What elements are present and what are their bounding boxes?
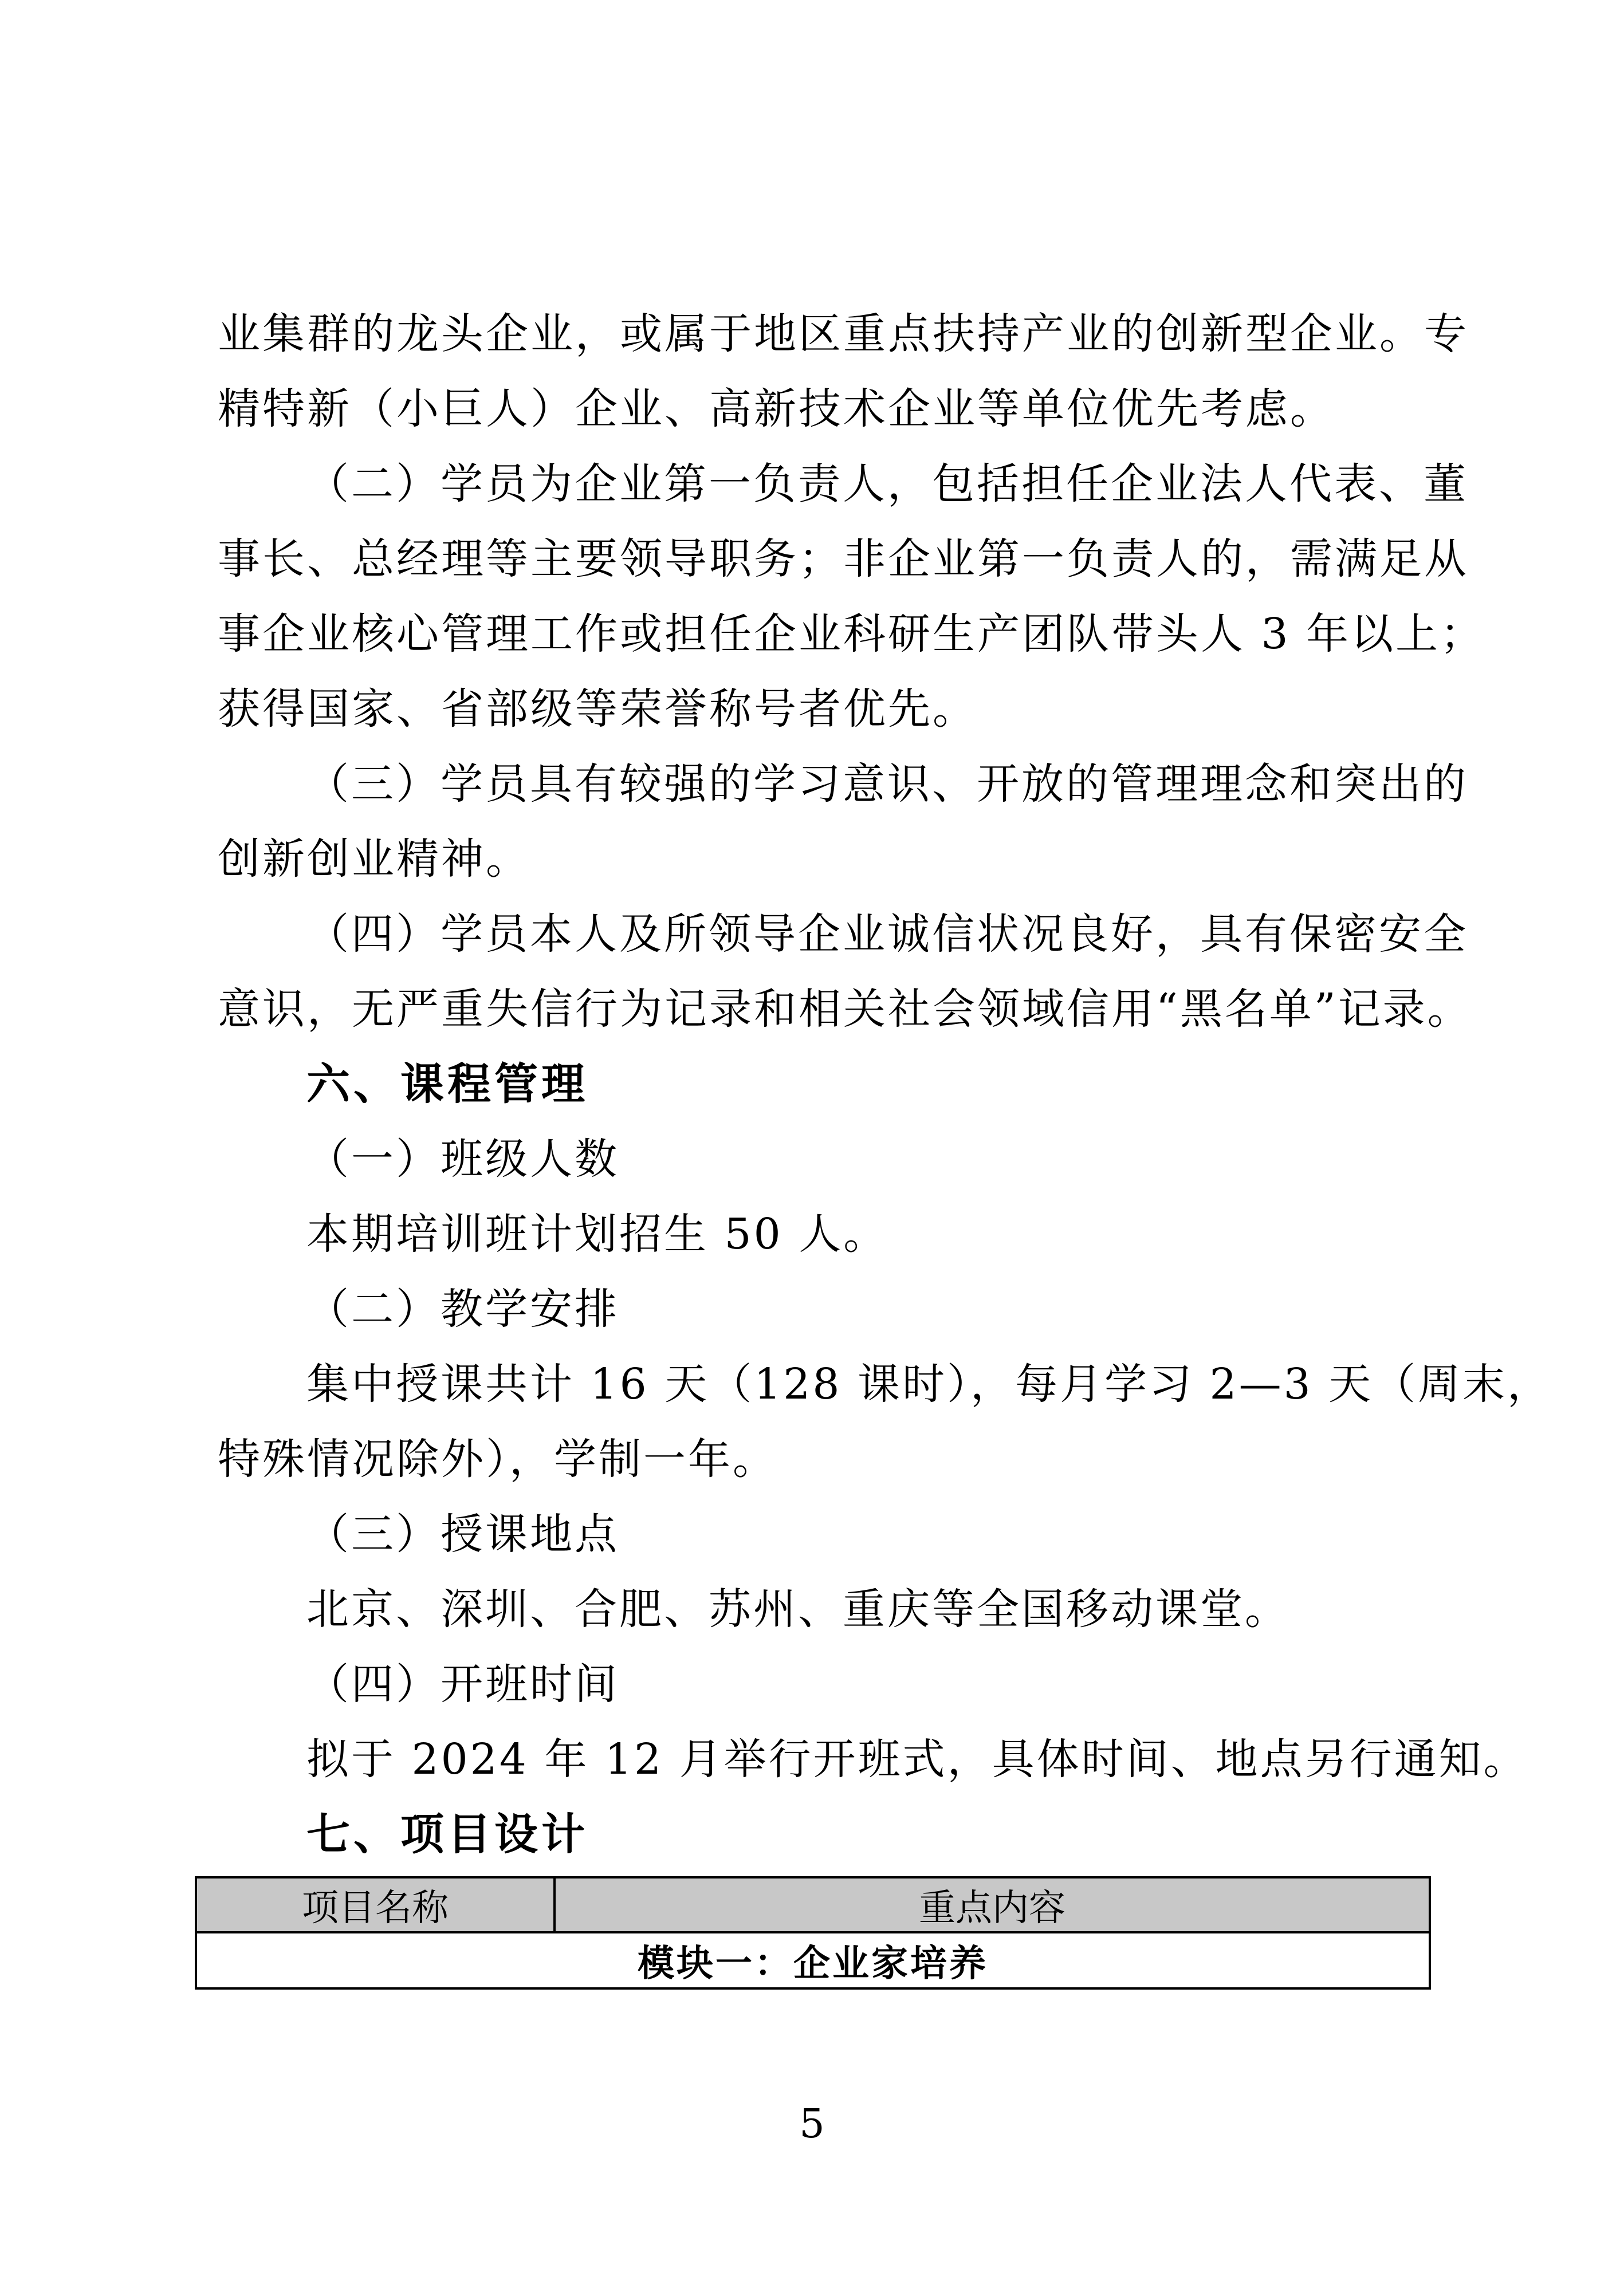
section-heading: 六、课程管理 <box>306 1058 588 1109</box>
paragraph-line: 意识，无严重失信行为记录和相关社会领域信用“黑名单”记录。 <box>218 984 1472 1034</box>
subsection-heading: （四）开班时间 <box>306 1660 619 1709</box>
table-header-cell: 重点内容 <box>555 1877 1430 1932</box>
paragraph-line: 特殊情况除外），学制一年。 <box>218 1435 777 1484</box>
paragraph-line: 拟于 2024 年 12 月举行开班式，具体时间、地点另行通知。 <box>306 1735 1528 1784</box>
paragraph-line: （二）学员为企业第一负责人，包括担任企业法人代表、董 <box>306 459 1468 509</box>
paragraph-line: 精特新（小巨人）企业、高新技术企业等单位优先考虑。 <box>218 384 1335 434</box>
paragraph-line: 集中授课共计 16 天（128 课时），每月学习 2—3 天（周末， <box>306 1360 1552 1409</box>
subsection-heading: （一）班级人数 <box>306 1135 619 1184</box>
project-design-table <box>195 1876 1431 1990</box>
paragraph-line: （四）学员本人及所领导企业诚信状况良好，具有保密安全 <box>306 909 1468 959</box>
paragraph-line: 事企业核心管理工作或担任企业科研生产团队带头人 3 年以上； <box>218 609 1485 659</box>
paragraph-line: 本期培训班计划招生 50 人。 <box>306 1210 888 1259</box>
table-header-cell: 项目名称 <box>196 1877 555 1932</box>
subsection-heading: （二）教学安排 <box>306 1285 619 1334</box>
module-row-cell: 模块一：企业家培养 <box>196 1932 1430 1988</box>
paragraph-line: 北京、深圳、合肥、苏州、重庆等全国移动课堂。 <box>306 1585 1289 1634</box>
paragraph-line: 创新创业精神。 <box>218 834 530 884</box>
subsection-heading: （三）授课地点 <box>306 1510 619 1559</box>
section-heading: 七、项目设计 <box>306 1809 588 1860</box>
table-header-row <box>196 1877 1430 1932</box>
paragraph-line: 获得国家、省部级等荣誉称号者优先。 <box>218 684 977 734</box>
page-number: 5 <box>799 2100 825 2147</box>
table-row <box>196 1932 1430 1988</box>
paragraph-line: （三）学员具有较强的学习意识、开放的管理理念和突出的 <box>306 759 1468 809</box>
paragraph-line: 业集群的龙头企业，或属于地区重点扶持产业的创新型企业。专 <box>218 309 1469 359</box>
paragraph-line: 事长、总经理等主要领导职务；非企业第一负责人的，需满足从 <box>218 534 1469 584</box>
